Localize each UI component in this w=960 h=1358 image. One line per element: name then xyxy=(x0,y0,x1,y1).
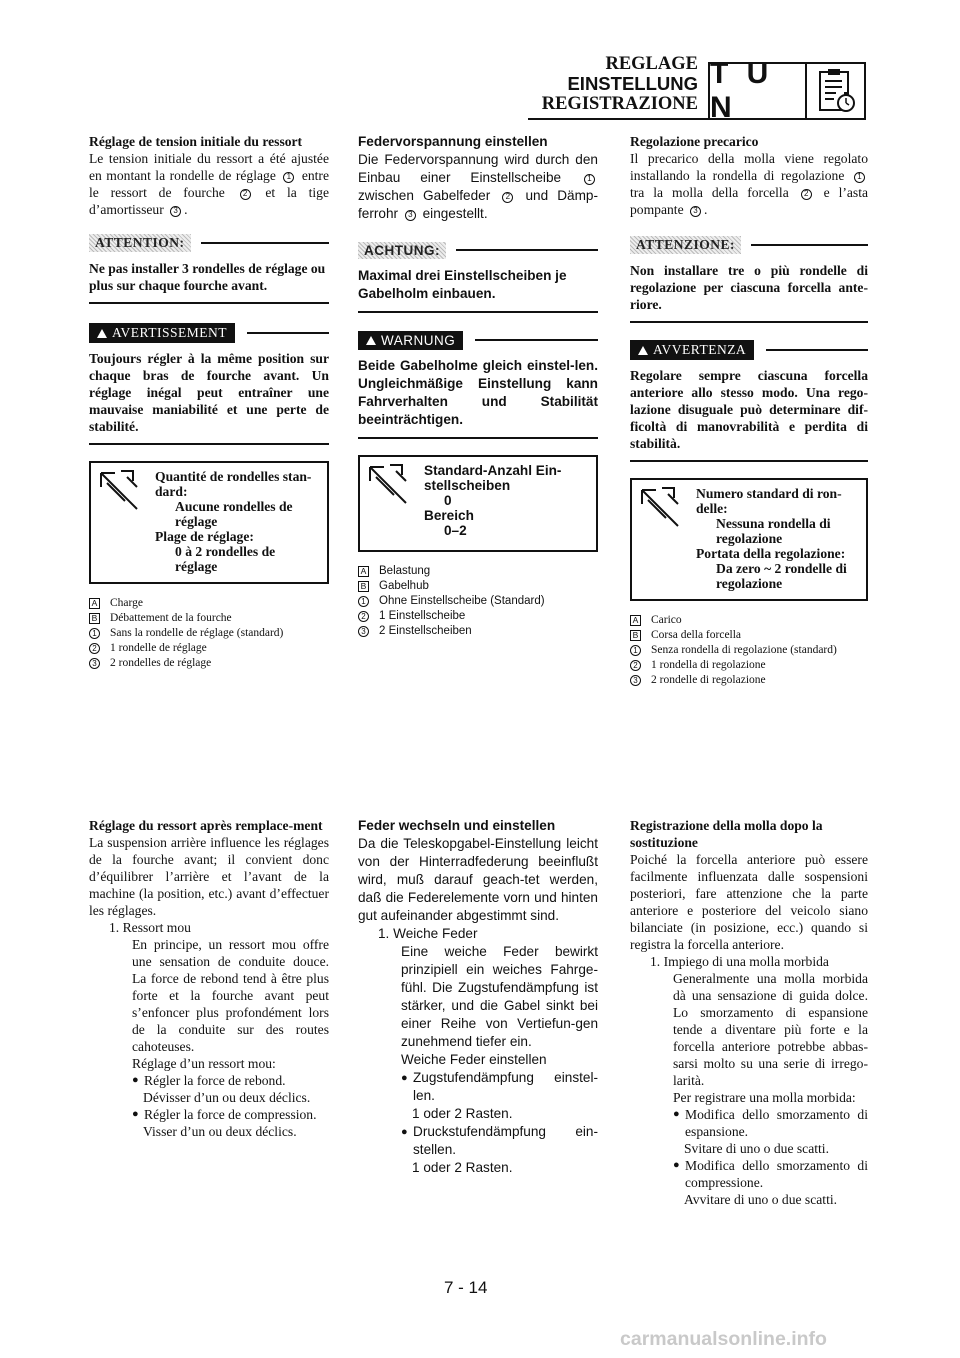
legend-item xyxy=(358,594,598,609)
fr-s2-heading: Réglage du ressort après remplace-ment xyxy=(89,818,323,833)
bullet-subtext: 1 oder 2 Rasten. xyxy=(412,1160,513,1175)
de-spec-line: 0–2 xyxy=(444,523,467,538)
bullet-item xyxy=(358,1123,598,1159)
bullet-subtext: Dévisser d’un ou deux déclics. xyxy=(143,1090,311,1105)
fr-attention-header xyxy=(89,232,329,254)
fr-top-column xyxy=(89,133,329,671)
fr-s1-text-c: et la tige d’amortisseur xyxy=(89,185,329,217)
fr-spec-text xyxy=(149,463,317,582)
de-s1-text-d: eingestellt. xyxy=(422,206,488,221)
de-spec-line: Standard-Anzahl Ein- xyxy=(424,463,562,478)
ref-2: 2 xyxy=(801,189,812,200)
de-attention-text: Maximal drei Einstellscheiben je Gabelholm einbauen. xyxy=(358,267,598,313)
de-bottom-column xyxy=(358,817,598,1177)
fr-attention-label: ATTENTION: xyxy=(89,234,191,252)
ref-2: 2 xyxy=(630,660,641,671)
legend-text: Belastung xyxy=(379,565,431,577)
header-title-it: REGISTRAZIONE xyxy=(541,94,698,114)
legend-text: Ohne Einstellscheibe (Standard) xyxy=(379,595,545,607)
bullet-text: Régler la force de rebond. xyxy=(144,1073,286,1088)
caliper-icon xyxy=(632,480,690,599)
it-item1-title: 1. Impiego di una molla morbida xyxy=(650,954,829,969)
bullet-text: Zugstufendämpfung einstel-len. xyxy=(413,1070,598,1103)
legend-item xyxy=(89,596,329,611)
ref-1: 1 xyxy=(89,628,100,639)
ref-3: 3 xyxy=(630,675,641,686)
fr-s1-text: Le tension initiale du ressort a été ajustée en montant la rondelle de réglage 1 entre le ressort de fourche 2 et la tige d’amortisseur 3 . xyxy=(89,151,329,217)
it-spec-line: delle: xyxy=(696,501,728,516)
bullet-text: Modifica dello smorzamento di compressione. xyxy=(685,1158,868,1190)
legend-text: 2 rondelles de réglage xyxy=(110,657,212,669)
fr-warning-label-text: AVERTISSEMENT xyxy=(112,325,227,340)
it-top-column xyxy=(630,133,868,688)
it-warning-text: Regolare sempre ciascuna forcella anteriore allo stesso modo. Una rego-lazione disuguale può determinare dif-ficoltà di manovrabilità e perdita di stabilità. xyxy=(630,367,868,462)
page-number: 7 - 14 xyxy=(444,1278,488,1297)
fr-warning-label xyxy=(89,323,235,343)
legend-text: Corsa della forcella xyxy=(651,629,742,641)
bullet-item xyxy=(89,1072,329,1089)
legend-item xyxy=(630,643,868,658)
it-spec-box xyxy=(630,478,868,601)
it-legend xyxy=(630,613,868,688)
divider xyxy=(751,244,868,246)
de-warning-header xyxy=(358,329,598,351)
header-rule xyxy=(528,118,708,120)
it-warning-header xyxy=(630,339,868,361)
bullet-subtext: 1 oder 2 Rasten. xyxy=(412,1106,513,1121)
it-bottom-column xyxy=(630,817,868,1208)
it-attention-label: ATTENZIONE: xyxy=(630,236,741,254)
bullet-subtext: Visser d’un ou deux déclics. xyxy=(143,1124,297,1139)
ref-3: 3 xyxy=(405,210,416,221)
legend-item xyxy=(358,609,598,624)
warning-triangle-icon xyxy=(97,329,107,338)
bullet-item xyxy=(358,1069,598,1105)
de-s1-text-a: Die Federvorspannung wird durch den Einbau einer Einstellscheibe xyxy=(358,152,598,185)
de-legend xyxy=(358,564,598,639)
fr-s1-heading: Réglage de tension initiale du ressort xyxy=(89,134,303,149)
legend-item xyxy=(89,626,329,641)
fr-spec-line: dard: xyxy=(155,484,188,499)
de-attention-label: ACHTUNG: xyxy=(358,242,446,259)
ref-a: A xyxy=(89,598,100,609)
de-attention-header xyxy=(358,239,598,261)
legend-text: Senza rondella di regolazione (standard) xyxy=(651,644,837,656)
legend-item xyxy=(358,564,598,579)
legend-item xyxy=(358,579,598,594)
it-spec-line: regolazione xyxy=(716,576,783,591)
section-badge xyxy=(708,57,866,124)
ref-1: 1 xyxy=(854,172,865,183)
it-item1-sub: Per registrare una molla morbida: xyxy=(673,1090,856,1105)
divider xyxy=(247,332,329,334)
fr-item1-text: En principe, un ressort mou offre une sensation de conduite douce. La force de rebond tend à être plus forte et la fourche avant peut s’enfoncer plus profondément lors de la conduite sur des routes cahoteuses. xyxy=(132,937,329,1054)
de-spec-text xyxy=(418,457,567,550)
section-header xyxy=(542,54,698,114)
fr-spec-box xyxy=(89,461,329,584)
fr-item1-title: 1. Ressort mou xyxy=(109,920,191,935)
ref-2: 2 xyxy=(502,192,513,203)
de-s1-text-b: zwischen Gabelfeder xyxy=(358,188,491,203)
legend-item xyxy=(89,611,329,626)
fr-spec-line: Aucune rondelles de xyxy=(175,499,293,514)
de-s1-heading: Federvorspannung einstellen xyxy=(358,134,548,149)
it-spec-line: Portata della regolazione: xyxy=(696,546,846,561)
ref-a: A xyxy=(630,615,641,626)
de-s2-heading: Feder wechseln und einstellen xyxy=(358,818,556,833)
fr-spec-line: réglage xyxy=(175,559,218,574)
bullet-icon: ● xyxy=(673,1159,680,1171)
caliper-icon xyxy=(360,457,418,550)
fr-s1-text-a: Le tension initiale du ressort a été ajustée en montant la rondelle de réglage xyxy=(89,151,329,183)
de-spec-line: 0 xyxy=(444,493,452,508)
it-spec-text xyxy=(690,480,853,599)
ref-1: 1 xyxy=(283,172,294,183)
fr-warning-text: Toujours régler à la même position sur chaque bras de fourche avant. Un réglage inégal peut entraîner une mauvaise maniabilité et une perte de stabilité. xyxy=(89,350,329,445)
divider xyxy=(456,249,598,251)
it-item1-text: Generalmente una molla morbida dà una sensazione di guida dolce. Lo smorzamento di espansione tende a diventare più forte e la forcella anteriore potrebbe abbas-sarsi molto su una serie di irrego-larità. xyxy=(673,971,868,1088)
fr-spec-line: réglage xyxy=(175,514,218,529)
fr-spec-line: Plage de réglage: xyxy=(155,529,254,544)
it-spec-line: regolazione xyxy=(716,531,783,546)
ref-1: 1 xyxy=(584,174,595,185)
header-title-fr: REGLAGE xyxy=(605,54,698,74)
fr-spec-line: 0 à 2 rondelles de xyxy=(175,544,276,559)
it-attention-text: Non installare tre o più rondelle di regolazione per ciascuna forcella ante-riore. xyxy=(630,262,868,323)
bullet-subtext: Svitare di uno o due scatti. xyxy=(684,1141,829,1156)
de-warning-text: Beide Gabelholme gleich einstel-len. Ungleichmäßige Einstellung kann Fahrverhalten und Stabilität beeinträchtigen. xyxy=(358,357,598,439)
legend-text: Carico xyxy=(651,614,682,626)
warning-triangle-icon xyxy=(638,346,648,355)
de-s1-text-c: und Dämp-ferrohr xyxy=(358,188,599,221)
de-warning-label xyxy=(358,331,463,350)
bullet-icon: ● xyxy=(132,1074,139,1086)
de-item1-sub: Weiche Feder einstellen xyxy=(401,1052,547,1067)
bullet-icon: ● xyxy=(401,1072,408,1084)
it-warning-label xyxy=(630,340,754,360)
ref-3: 3 xyxy=(170,206,181,217)
it-s1-text-c: e l’asta pompante xyxy=(630,185,869,217)
warning-triangle-icon xyxy=(366,336,376,345)
it-warning-label-text: AVVERTENZA xyxy=(653,342,747,357)
fr-attention-text: Ne pas installer 3 rondelles de réglage ou plus sur chaque fourche avant. xyxy=(89,260,329,304)
legend-item xyxy=(89,656,329,671)
legend-text: Sans la rondelle de réglage (standard) xyxy=(110,627,284,639)
it-spec-line: Numero standard di ron- xyxy=(696,486,842,501)
legend-item xyxy=(630,628,868,643)
divider xyxy=(475,339,598,341)
de-warning-label-text: WARNUNG xyxy=(381,332,456,348)
legend-item xyxy=(630,613,868,628)
de-item1-text: Eine weiche Feder bewirkt prinzipiell ein weiches Fahrge-fühl. Die Zugstufendämpfung ist stärker, und die Gabel sinkt bei einer Reihe von Vertiefun-gen zunehmend tiefer ein. xyxy=(401,944,598,1049)
ref-1: 1 xyxy=(630,645,641,656)
legend-text: Débattement de la fourche xyxy=(110,612,232,624)
divider xyxy=(766,349,868,351)
fr-legend xyxy=(89,596,329,671)
legend-text: 2 rondelle di regolazione xyxy=(651,674,766,686)
fr-s2-text: La suspension arrière influence les réglages de la fourche avant; il convient donc d’équilibrer l’arrière et l’avant de la machine (la position, etc.) avant d’effectuer les réglages. xyxy=(89,835,329,918)
bullet-item xyxy=(630,1157,868,1191)
de-spec-line: Bereich xyxy=(424,508,474,523)
ref-2: 2 xyxy=(89,643,100,654)
legend-text: 2 Einstellscheiben xyxy=(379,625,472,637)
legend-text: Charge xyxy=(110,597,144,609)
de-s2-text: Da die Teleskopgabel-Einstellung leicht von der Hinterradfederung beeinflußt wird, muß darauf geach-tet werden, daß die Federelemente vorn und hinten gut aufeinander abgestimmt sind. xyxy=(358,836,598,923)
bullet-subtext: Avvitare di uno o due scatti. xyxy=(684,1192,838,1207)
it-s1-text-a: Il precarico della molla viene regolato installando la rondella di regolazione xyxy=(630,151,868,183)
it-s2-text: Poiché la forcella anteriore può essere facilmente influenzata dalle sospensioni posteriori, fare attenzione che la parte anteriore e posteriore del veicolo siano bilanciate (in posizione, ecc.) quando si registra la forcella anteriore. xyxy=(630,852,868,952)
legend-item xyxy=(630,673,868,688)
legend-text: 1 rondelle de réglage xyxy=(110,642,207,654)
bullet-text: Druckstufendämpfung ein-stellen. xyxy=(413,1124,598,1157)
it-s2-heading: Registrazione della molla dopo la sostituzione xyxy=(630,818,823,850)
fr-s1-text-b: entre le ressort de fourche xyxy=(89,168,329,200)
de-item1-title: 1. Weiche Feder xyxy=(378,926,478,941)
ref-3: 3 xyxy=(89,658,100,669)
checklist-stopwatch-icon xyxy=(807,64,864,118)
bullet-item xyxy=(630,1106,868,1140)
fr-warning-header xyxy=(89,322,329,344)
it-s1-text-b: tra la molla della forcella xyxy=(630,185,789,200)
bullet-icon: ● xyxy=(401,1126,408,1138)
legend-text: 1 rondella di regolazione xyxy=(651,659,766,671)
legend-text: Gabelhub xyxy=(379,580,429,592)
bullet-text: Modifica dello smorzamento di espansione. xyxy=(685,1107,868,1139)
it-s1-text: Il precarico della molla viene regolato installando la rondella di regolazione 1 tra la molla della forcella 2 e l’asta pompante 3 . xyxy=(630,151,869,217)
ref-2: 2 xyxy=(240,189,251,200)
section-code: T U N xyxy=(710,64,807,118)
legend-item xyxy=(358,624,598,639)
fr-item1-sub: Réglage d’un ressort mou: xyxy=(132,1056,276,1071)
watermark: carmanualsonline.info xyxy=(620,1328,827,1350)
header-title-de: EINSTELLUNG xyxy=(567,73,698,94)
de-spec-line: stellscheiben xyxy=(424,478,511,493)
ref-b: B xyxy=(358,581,369,592)
it-spec-line: Da zero ~ 2 rondelle di xyxy=(716,561,847,576)
fr-spec-line: Quantité de rondelles stan- xyxy=(155,469,312,484)
legend-text: 1 Einstellscheibe xyxy=(379,610,466,622)
ref-3: 3 xyxy=(690,206,701,217)
de-s1-text xyxy=(358,151,598,223)
ref-b: B xyxy=(89,613,100,624)
ref-1: 1 xyxy=(358,596,369,607)
legend-item xyxy=(89,641,329,656)
fr-bottom-column xyxy=(89,817,329,1140)
it-spec-line: Nessuna rondella di xyxy=(716,516,831,531)
bullet-icon: ● xyxy=(673,1108,680,1120)
ref-b: B xyxy=(630,630,641,641)
bullet-icon: ● xyxy=(132,1108,139,1120)
it-s1-heading: Regolazione precarico xyxy=(630,134,759,149)
it-attention-header xyxy=(630,234,868,256)
legend-item xyxy=(630,658,868,673)
divider xyxy=(201,242,329,244)
caliper-icon xyxy=(91,463,149,582)
bullet-text: Régler la force de compression. xyxy=(144,1107,317,1122)
bullet-item xyxy=(89,1106,329,1123)
ref-2: 2 xyxy=(358,611,369,622)
ref-a: A xyxy=(358,566,369,577)
ref-3: 3 xyxy=(358,626,369,637)
de-spec-box xyxy=(358,455,598,552)
de-top-column xyxy=(358,133,598,639)
